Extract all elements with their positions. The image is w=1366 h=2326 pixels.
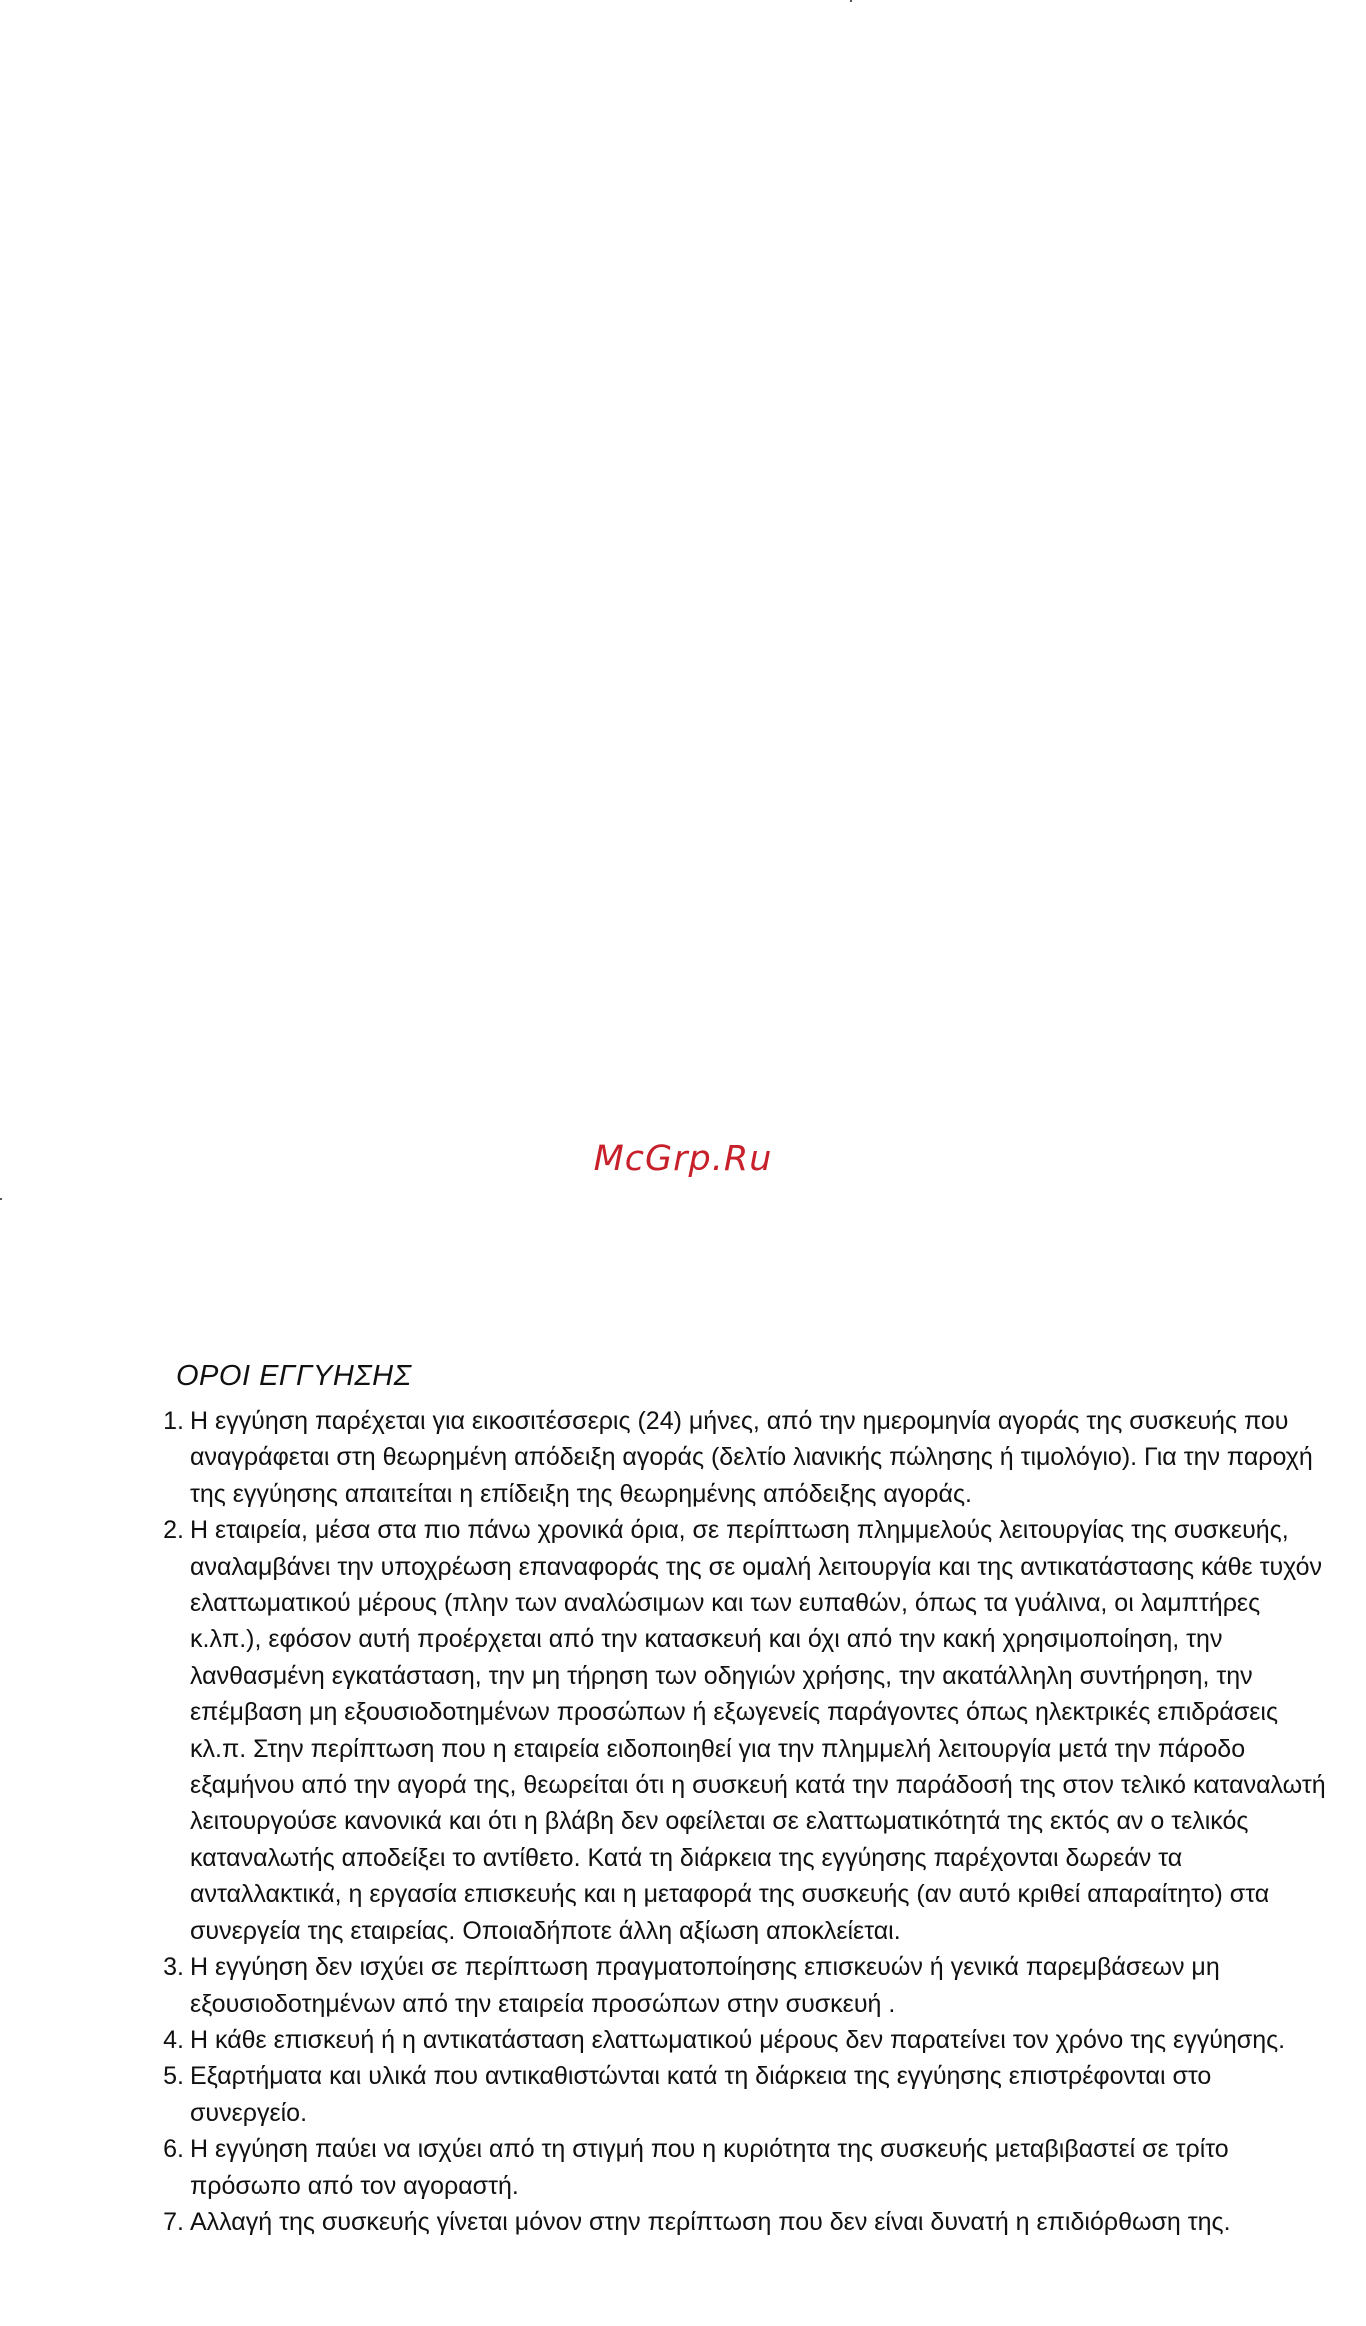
- term-text: Η εγγύηση παύει να ισχύει από τη στιγμή που η κυριότητα της συσκευής μεταβιβαστεί σε τρίτο πρόσωπο από τον αγοραστή.: [190, 2135, 1229, 2200]
- term-item-6: [152, 2131, 1332, 2204]
- term-number: 5.: [163, 2062, 184, 2091]
- term-number: 6.: [163, 2135, 184, 2164]
- term-item-4: [152, 2022, 1332, 2058]
- term-item-3: [152, 1949, 1332, 2022]
- term-number: 1.: [163, 1407, 184, 1435]
- scan-speck: [0, 1198, 2, 1200]
- term-text: Η εγγύηση παρέχεται για εικοσιτέσσερις (24) μήνες, από την ημερομηνία αγοράς της συσκευής που αναγράφεται στη θεωρημένη απόδειξη αγοράς (δελτίο λιανικής πώλησης ή τιμολόγιο). Για την παροχή της εγγύησης απαιτείται η επίδειξη της θεωρημένης απόδειξης αγοράς.: [190, 1407, 1313, 1508]
- terms-list: [152, 1403, 1332, 2240]
- term-text: Η εταιρεία, μέσα στα πιο πάνω χρονικά όρια, σε περίπτωση πλημμελούς λειτουργίας της συσκευής, αναλαμβάνει την υποχρέωση επαναφοράς της σε ομαλή λειτουργία και της αντικατάστασης κάθε τυχόν ελαττωματικού μέρους (πλην των αναλώσιμων και των ευπαθών, όπως τα γυάλινα, οι λαμπτήρες κ.λπ.), εφόσον αυτή προέρχεται από την κατασκευή και όχι από την κακή χρησιμοποίηση, την λανθασμένη εγκατάσταση, την μη τήρηση των οδηγιών χρήσης, την ακατάλληλη συντήρηση, την επέμβαση μη εξουσιοδοτημένων προσώπων ή εξωγενείς παράγοντες όπως ηλεκτρικές επιδράσεις κλ.π. Στην περίπτωση που η εταιρεία ειδοποιηθεί για την πλημμελή λειτουργία μετά την πάροδο εξαμήνου από την αγορά της, θεωρείται ότι η συσκευή κατά την παράδοσή της στον τελικό καταναλωτή λειτουργούσε κανονικά και ότι η βλάβη δεν οφείλεται σε ελαττωματικότητά της εκτός αν ο τελικός καταναλωτής αποδείξει το αντίθετο. Κατά τη διάρκεια της εγγύησης παρέχονται δωρεάν τα ανταλλακτικά, η εργασία επισκευής και η μεταφορά της συσκευής (αν αυτό κριθεί απαραίτητο) στα συνεργεία της εταιρείας. Οποιαδήποτε άλλη αξίωση αποκλείεται.: [190, 1516, 1326, 1945]
- term-text: Η κάθε επισκευή ή η αντικατάσταση ελαττωματικού μέρους δεν παρατείνει τον χρόνο της εγγύησης.: [190, 2025, 1286, 2054]
- term-number: 4.: [163, 2025, 184, 2054]
- scan-speck: [850, 0, 852, 2]
- term-text: Η εγγύηση δεν ισχύει σε περίπτωση πραγματοποίησης επισκευών ή γενικά παρεμβάσεων μη εξουσιοδοτημένων από την εταιρεία προσώπων στην συσκευή .: [190, 1953, 1220, 2018]
- term-item-7: [152, 2204, 1332, 2240]
- terms-title: ΟΡΟΙ ΕΓΓΥΗΣΗΣ: [176, 1360, 412, 1392]
- term-item-1: [152, 1403, 1332, 1512]
- term-text: Αλλαγή της συσκευής γίνεται μόνον στην περίπτωση που δεν είναι δυνατή η επιδιόρθωση της.: [190, 2207, 1231, 2236]
- term-number: 2.: [163, 1516, 184, 1545]
- term-number: 3.: [163, 1953, 184, 1982]
- warranty-terms: [152, 1360, 1332, 2240]
- term-item-5: [152, 2058, 1332, 2131]
- term-item-2: [152, 1512, 1332, 1949]
- term-number: 7.: [163, 2207, 184, 2236]
- term-text: Εξαρτήματα και υλικά που αντικαθιστώνται κατά τη διάρκεια της εγγύησης επιστρέφονται στο συνεργείο.: [190, 2062, 1212, 2127]
- watermark: McGrp.Ru: [593, 1139, 773, 1179]
